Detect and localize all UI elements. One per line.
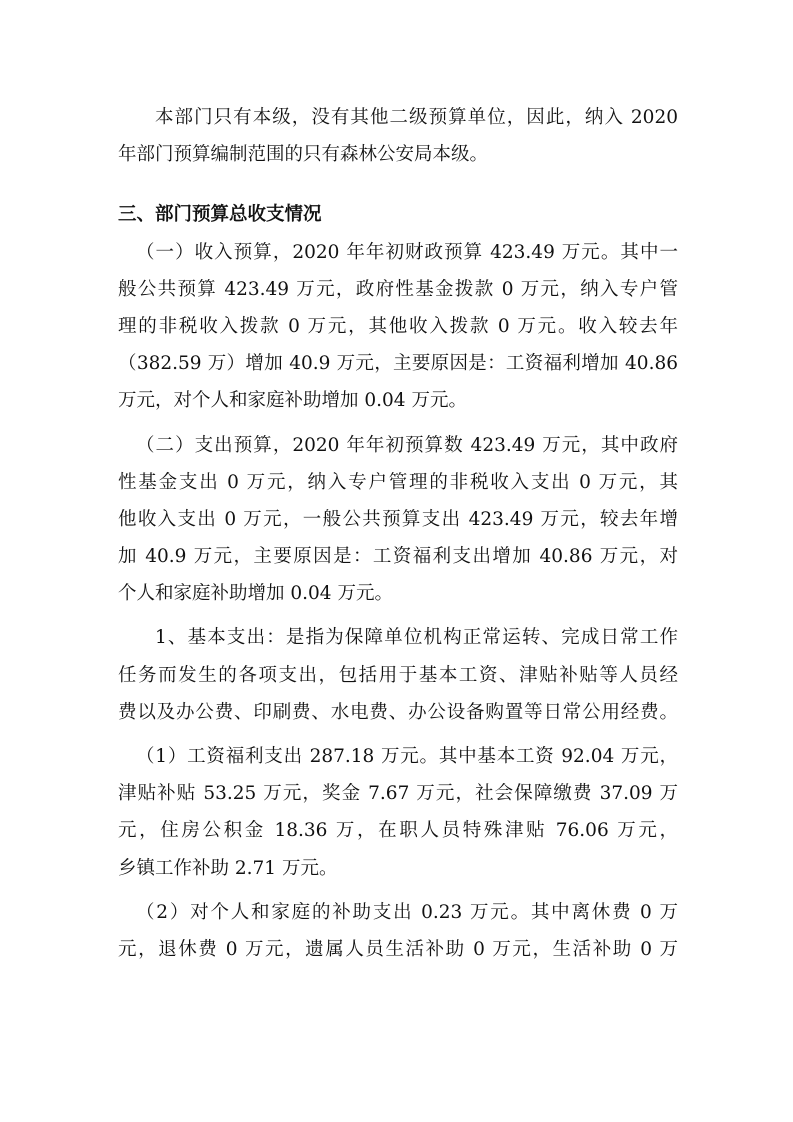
document-page [118,99,678,968]
text-line: 费以及办公费、印刷费、水电费、办公设备购置等日常公用经费。 [118,701,678,723]
text-line: 乡镇工作补助 2.71 万元。 [118,857,338,879]
text-line: 般公共预算 423.49 万元，政府性基金拨款 0 万元，纳入专户管 [118,278,678,300]
paragraph-wage-welfare [118,738,678,887]
text-line: 理的非税收入拨款 0 万元，其他收入拨款 0 万元。收入较去年 [118,315,678,337]
text-line: 元，退休费 0 万元，遗属人员生活补助 0 万元，生活补助 0 万 [118,938,678,960]
text-line: 个人和家庭补助增加 0.04 万元。 [118,583,393,605]
paragraph-scope [118,99,678,173]
text-line: 任务而发生的各项支出，包括用于基本工资、津贴补贴等人员经 [118,664,678,686]
text-line: （1）工资福利支出 287.18 万元。其中基本工资 92.04 万元， [136,746,678,767]
paragraph-income-budget [118,234,678,420]
text-line: 性基金支出 0 万元，纳入专户管理的非税收入支出 0 万元，其 [118,471,678,493]
text-line: （2）对个人和家庭的补助支出 0.23 万元。其中离休费 0 万 [136,901,678,923]
text-line: 他收入支出 0 万元，一般公共预算支出 423.49 万元，较去年增 [118,508,678,530]
paragraph-expense-budget [118,427,678,613]
text-line: 本部门只有本级，没有其他二级预算单位，因此，纳入 2020 [155,107,678,128]
text-line: 津贴补贴 53.25 万元，奖金 7.67 万元，社会保障缴费 37.09 万 [118,783,678,805]
text-line: 年部门预算编制范围的只有森林公安局本级。 [118,144,489,166]
text-line: （一）收入预算，2020 年年初财政预算 423.49 万元。其中一 [136,241,678,263]
paragraph-personal-subsidy [118,894,678,968]
text-line: 万元，对个人和家庭补助增加 0.04 万元。 [118,390,467,412]
section-heading: 三、部门预算总收支情况 [118,204,322,226]
text-line: 加 40.9 万元，主要原因是：工资福利支出增加 40.86 万元，对 [118,546,678,568]
text-line: 元，住房公积金 18.36 万，在职人员特殊津贴 76.06 万元， [118,820,678,842]
text-line: （382.59 万）增加 40.9 万元，主要原因是：工资福利增加 40.86 [118,353,678,375]
text-line: 1、基本支出：是指为保障单位机构正常运转、完成日常工作 [155,627,678,649]
text-line: （二）支出预算，2020 年年初预算数 423.49 万元，其中政府 [136,434,678,456]
paragraph-basic-expense [118,619,678,731]
